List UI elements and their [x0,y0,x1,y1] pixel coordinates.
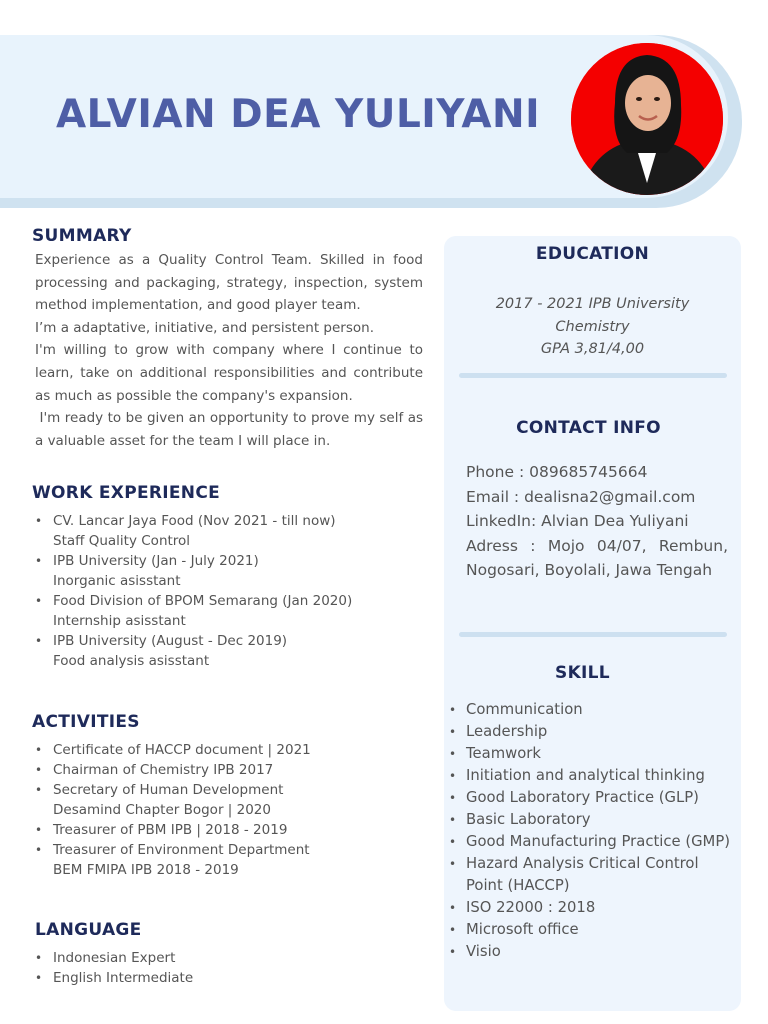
education-heading: EDUCATION [535,244,650,264]
activity-text: Treasurer of Environment Department [53,842,310,858]
list-item: • Communication [447,699,737,721]
education-line: 2017 - 2021 IPB University [495,296,690,312]
contact-details [466,460,728,583]
activity-text: Treasurer of PBM IPB | 2018 - 2019 [53,822,288,838]
language-list [33,948,433,988]
work-role: Food analysis asisstant [53,653,210,669]
activity-text: Chairman of Chemistry IPB 2017 [53,762,274,778]
list-item [33,631,433,671]
activity-text: Certificate of HACCP document | 2021 [53,742,311,758]
summary-text [35,249,428,452]
list-item: • Initiation and analytical thinking [447,765,737,787]
list-item: • Good Manufacturing Practice (GMP) [447,831,737,853]
list-item [33,780,433,820]
work-role: Staff Quality Control [53,533,191,549]
contact-address: Adress : Mojo 04/07, Rembun, Nogosari, Boyolali, Jawa Tengah [466,536,728,580]
summary-paragraph: I'm willing to grow with company where I continue to learn, take on additional responsibilities and contribute as much as possible the company's expansion. [35,342,423,404]
work-place: Food Division of BPOM Semarang (Jan 2020) [53,593,353,609]
contact-linkedin: LinkedIn: Alvian Dea Yuliyani [466,512,689,531]
list-item [33,840,433,880]
list-item [33,820,433,840]
activity-subtext: Desamind Chapter Bogor | 2020 [53,802,271,818]
list-item: • Leadership [447,721,737,743]
summary-paragraph: I'm ready to be given an opportunity to prove my self as a valuable asset for the team I will place in. [35,410,428,449]
list-item [33,740,433,760]
work-role: Internship asisstant [53,613,186,629]
list-item: • English Intermediate [33,968,433,988]
summary-paragraph: Experience as a Quality Control Team. Skilled in food processing and packaging, strategy, inspection, system method implementation, and good player team. [35,252,423,314]
education-line: Chemistry [555,318,630,335]
work-place: CV. Lancar Jaya Food (Nov 2021 - till now) [53,513,336,529]
activity-subtext: BEM FMIPA IPB 2018 - 2019 [53,862,239,878]
work-experience-heading: WORK EXPERIENCE [32,483,221,503]
list-item: • Indonesian Expert [33,948,433,968]
education-line: GPA 3,81/4,00 [540,341,645,358]
activity-text: Secretary of Human Development [53,782,284,798]
work-role: Inorganic asisstant [53,573,181,589]
activities-heading: ACTIVITIES [32,712,140,732]
list-item [33,591,433,631]
skill-list [447,699,737,963]
work-experience-list [33,511,433,671]
section-divider [459,632,727,637]
summary-heading: SUMMARY [32,226,132,246]
activities-list [33,740,433,880]
summary-paragraph: I’m a adaptative, initiative, and persistent person. [35,319,374,336]
list-item: • Teamwork [447,743,737,765]
language-heading: LANGUAGE [35,920,142,940]
contact-heading: CONTACT INFO [516,418,661,438]
section-divider [459,373,727,378]
list-item [33,551,433,591]
list-item: • ISO 22000 : 2018 [447,897,737,919]
list-item: • Good Laboratory Practice (GLP) [447,787,737,809]
work-place: IPB University (August - Dec 2019) [53,633,288,649]
work-place: IPB University (Jan - July 2021) [53,553,259,569]
candidate-name: ALVIAN DEA YULIYANI [56,92,541,137]
list-item [33,760,433,780]
list-item: • Basic Laboratory [447,809,737,831]
list-item [33,511,433,551]
profile-photo [571,43,723,195]
list-item: • Hazard Analysis Critical Control Point (HACCP) [447,853,737,897]
education-details [444,293,741,361]
contact-email: Email : dealisna2@gmail.com [466,487,696,506]
list-item: • Microsoft office [447,919,737,941]
list-item: • Visio [447,941,737,963]
profile-photo-illustration [571,43,723,195]
skill-heading: SKILL [555,663,610,683]
contact-phone: Phone : 089685745664 [466,463,648,481]
